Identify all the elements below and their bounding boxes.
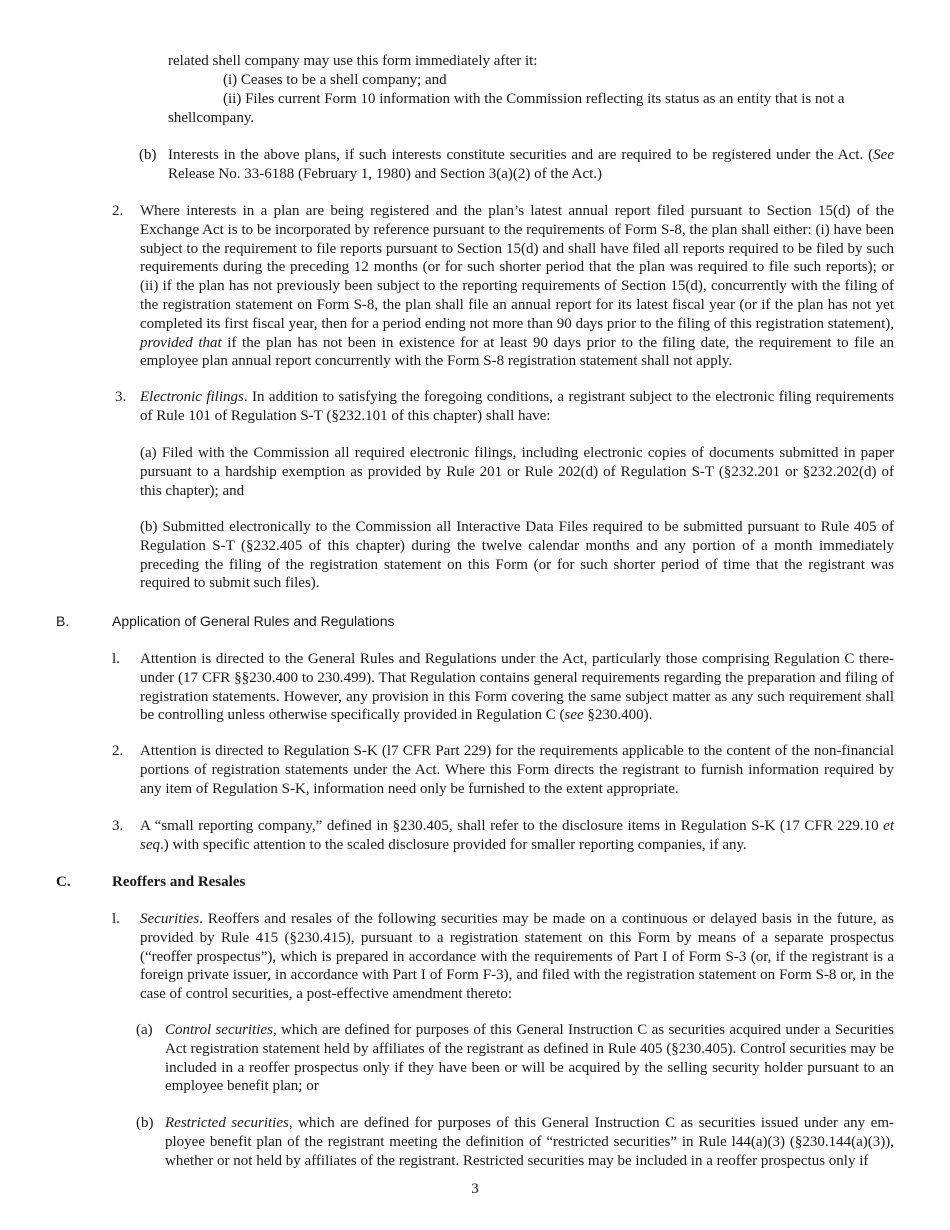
page-number: 3 bbox=[471, 1181, 479, 1197]
a1b-paragraph: Interests in the above plans, if such interests constitute securities and are required to be registered under the Act. (See Release No. 33-6188 (February 1, 1980) and Section 3(a)(2) of the Act.) bbox=[168, 147, 894, 182]
c1b-label: (b) bbox=[136, 1115, 154, 1131]
a2-number: 2. bbox=[112, 203, 124, 219]
lead-item-i: (i) Ceases to be a shell company; and bbox=[223, 72, 447, 88]
a1b-label: (b) bbox=[139, 147, 157, 163]
c1-number: l. bbox=[112, 911, 120, 927]
b1-paragraph: Attention is directed to the General Rules and Regulations under the Act, particularly those comprising Regulation C there-under (17 CFR §§230.400 to 230.499). That Regulation contains general requirements regarding the preparation and filing of registration statements. However, any provision in this Form covering the same subject matter as any such requirement shall be controlling unless otherwise specifically provided in Regulation C (see §230.400). bbox=[140, 651, 894, 724]
section-c-letter: C. bbox=[56, 874, 71, 890]
a3-paragraph: Electronic filings. In addition to satisfying the foregoing conditions, a registrant subject to the electronic filing requirements of Rule 101 of Regulation S-T (§232.101 of this chapter) shall have: bbox=[140, 389, 894, 424]
b1-number: l. bbox=[112, 651, 120, 667]
b2-paragraph: Attention is directed to Regulation S-K (l7 CFR Part 229) for the requirements applicable to the content of the non-financial portions of registration statements under the Act. Where this Form directs the registrant to furnish information required by any item of Regulation S-K, information need only be furnished to the extent appropriate. bbox=[140, 743, 894, 797]
b3-paragraph: A “small reporting company,” defined in §230.405, shall refer to the disclosure items in Regulation S-K (17 CFR 229.10 et seq.) with specific attention to the scaled disclosure provided for smaller reporting companies, if any. bbox=[140, 818, 894, 853]
b2-number: 2. bbox=[112, 743, 124, 759]
c1a-paragraph: Control securities, which are defined for purposes of this General Instruction C as securities acquired under a Securities Act registration statement held by affiliates of the registrant as defined in Rule 405 (§230.405). Control securities may be included in a reoffer prospectus only if they have been or will be acquired by the selling security holder pursuant to an employee benefit plan; or bbox=[165, 1022, 894, 1095]
section-c-title: Reoffers and Resales bbox=[112, 874, 246, 890]
a3-item-b: (b) Submitted electronically to the Commission all Interactive Data Files required to be submitted pursuant to Rule 405 of Regulation S-T (§232.405 of this chapter) during the twelve calendar months and any portion of a month immediately preceding the filing of the registration statement on this Form (or for such shorter period of time that the registrant was required to submit such files). bbox=[140, 519, 894, 592]
a2-paragraph: Where interests in a plan are being registered and the plan’s latest annual report filed pursuant to Section 15(d) of the Exchange Act is to be incorporated by reference pursuant to the requirements of Form S-8, the plan shall either: (i) have been subject to the requirement to file reports pursuant to Section 15(d) and shall have filed all reports required to be filed by such requirements during the preceding 12 months (or for such shorter period that the plan was required to file such reports); or (ii) if the plan has not previously been subject to the reporting requirements of Section 15(d), concurrently with the filing of the registration statement on Form S-8, the plan shall file an annual report for its latest fiscal year (or if the plan has not yet completed its first fiscal year, then for a period ending not more than 90 days prior to the filing of this registration statement), provided that if the plan has not been in existence for at least 90 days prior to the filing date, the requirement to file an employee plan annual report concurrently with the Form S-8 registration statement shall not apply. bbox=[140, 203, 894, 370]
lead-line: related shell company may use this form immediately after it: bbox=[168, 53, 538, 69]
lead-item-ii: (ii) Files current Form 10 information with the Commission reflecting its status as an entity that is not a bbox=[223, 91, 845, 107]
a3-number: 3. bbox=[115, 389, 127, 405]
lead-item-ii-cont: shellcompany. bbox=[168, 110, 255, 126]
section-b-title: Application of General Rules and Regulations bbox=[112, 613, 395, 629]
c1-paragraph: Securities. Reoffers and resales of the following securities may be made on a continuous or delayed basis in the future, as provided by Rule 415 (§230.415), pursuant to a registration statement on this Form by means of a separate prospectus (“reoffer prospectus”), which is prepared in accordance with the requirements of Part I of Form S-3 (or, if the registrant is a foreign private issuer, in accordance with Part I of Form F-3), and filed with the registration statement on Form S-8 or, in the case of control securities, a post-effective amendment thereto: bbox=[140, 911, 894, 1003]
section-b-letter: B. bbox=[56, 613, 70, 629]
b3-number: 3. bbox=[112, 818, 124, 834]
a3-item-a: (a) Filed with the Commission all required electronic filings, including electronic copies of documents submitted in paper pursuant to a hardship exemption as provided by Rule 201 or Rule 202(d) of Regulation S-T (§232.201 or §232.202(d) of this chapter); and bbox=[140, 445, 894, 499]
c1b-paragraph: Restricted securities, which are defined for purposes of this General Instruction C as securities issued under any em-ployee benefit plan of the registrant meeting the definition of “restricted securities” in Rule l44(a)(3) (§230.144(a)(3)), whether or not held by affiliates of the registrant. Restricted securities may be included in a reoffer prospectus only if bbox=[165, 1115, 894, 1169]
c1a-label: (a) bbox=[136, 1022, 153, 1038]
